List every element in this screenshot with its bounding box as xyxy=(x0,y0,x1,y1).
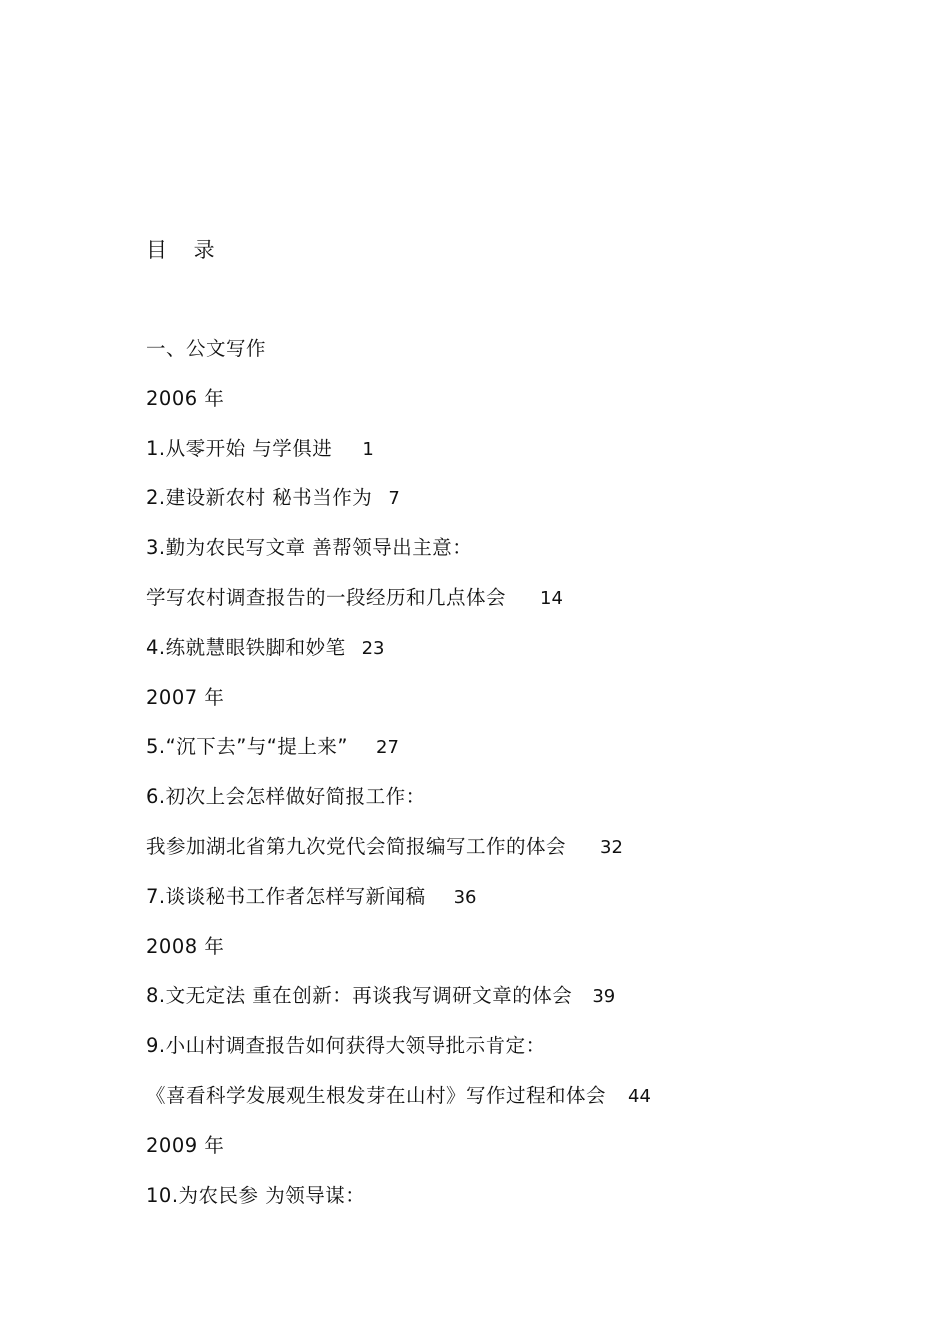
toc-entry-text: 《喜看科学发展观生根发芽在山村》写作过程和体会 xyxy=(146,1083,607,1107)
toc-entry xyxy=(146,1181,651,1231)
toc-entry xyxy=(146,832,651,882)
toc-section-heading xyxy=(146,334,651,384)
toc-page-number: 1 xyxy=(362,438,374,460)
toc-entry xyxy=(146,633,651,683)
toc-entry-text: 4.练就慧眼铁脚和妙笔 xyxy=(146,635,346,659)
toc-entry xyxy=(146,1031,651,1081)
toc-entry-text: 一、公文写作 xyxy=(146,337,267,360)
toc-year-heading xyxy=(146,932,651,982)
toc-year-heading xyxy=(146,683,651,733)
toc-entry-text: 6.初次上会怎样做好简报工作： xyxy=(146,785,426,809)
toc-title: 目 录 xyxy=(146,238,225,262)
toc-page-number: 27 xyxy=(376,737,399,759)
toc-entry xyxy=(146,732,651,782)
toc-page-number: 23 xyxy=(361,637,385,659)
toc-page-number: 14 xyxy=(540,587,563,609)
toc-entry-text: 学写农村调查报告的一段经历和几点体会 xyxy=(146,585,507,609)
toc-year-heading xyxy=(146,1131,651,1181)
toc-entry-text: 2008 年 xyxy=(146,934,225,958)
toc-entry xyxy=(146,1081,651,1131)
toc-entry-text: 2009 年 xyxy=(146,1133,225,1157)
toc-year-heading xyxy=(146,384,651,434)
toc-page-number: 36 xyxy=(453,886,477,908)
toc-entry xyxy=(146,981,651,1031)
toc-entry-text: 10.为农民参 为领导谋： xyxy=(146,1183,366,1207)
toc-entry-text: 8.文无定法 重在创新：再谈我写调研文章的体会 xyxy=(146,984,573,1008)
toc-entry-text: 我参加湖北省第九次党代会简报编写工作的体会 xyxy=(146,834,567,858)
toc-entry xyxy=(146,782,651,832)
toc-page-number: 39 xyxy=(592,986,616,1008)
toc-entry-text: 2007 年 xyxy=(146,685,225,709)
toc-entry xyxy=(146,882,651,932)
toc-entry xyxy=(146,434,651,484)
toc-entry-text: 5.“沉下去”与“提上来” xyxy=(146,735,349,759)
toc-entry xyxy=(146,533,651,583)
toc-entry-text: 2006 年 xyxy=(146,386,225,410)
toc-page-number: 7 xyxy=(388,488,400,510)
toc-entry-text: 9.小山村调查报告如何获得大领导批示肯定： xyxy=(146,1034,546,1058)
toc-entry-text: 1.从零开始 与学俱进 xyxy=(146,436,333,460)
toc-entry xyxy=(146,583,651,633)
toc-page-number: 44 xyxy=(628,1085,651,1107)
toc-entry-text: 3.勤为农民写文章 善帮领导出主意： xyxy=(146,536,473,560)
toc-entry xyxy=(146,483,651,533)
toc-list xyxy=(146,334,651,1230)
toc-entry-text: 7.谈谈秘书工作者怎样写新闻稿 xyxy=(146,884,426,908)
toc-page-number: 32 xyxy=(600,836,623,858)
toc-entry-text: 2.建设新农村 秘书当作为 xyxy=(146,486,373,510)
